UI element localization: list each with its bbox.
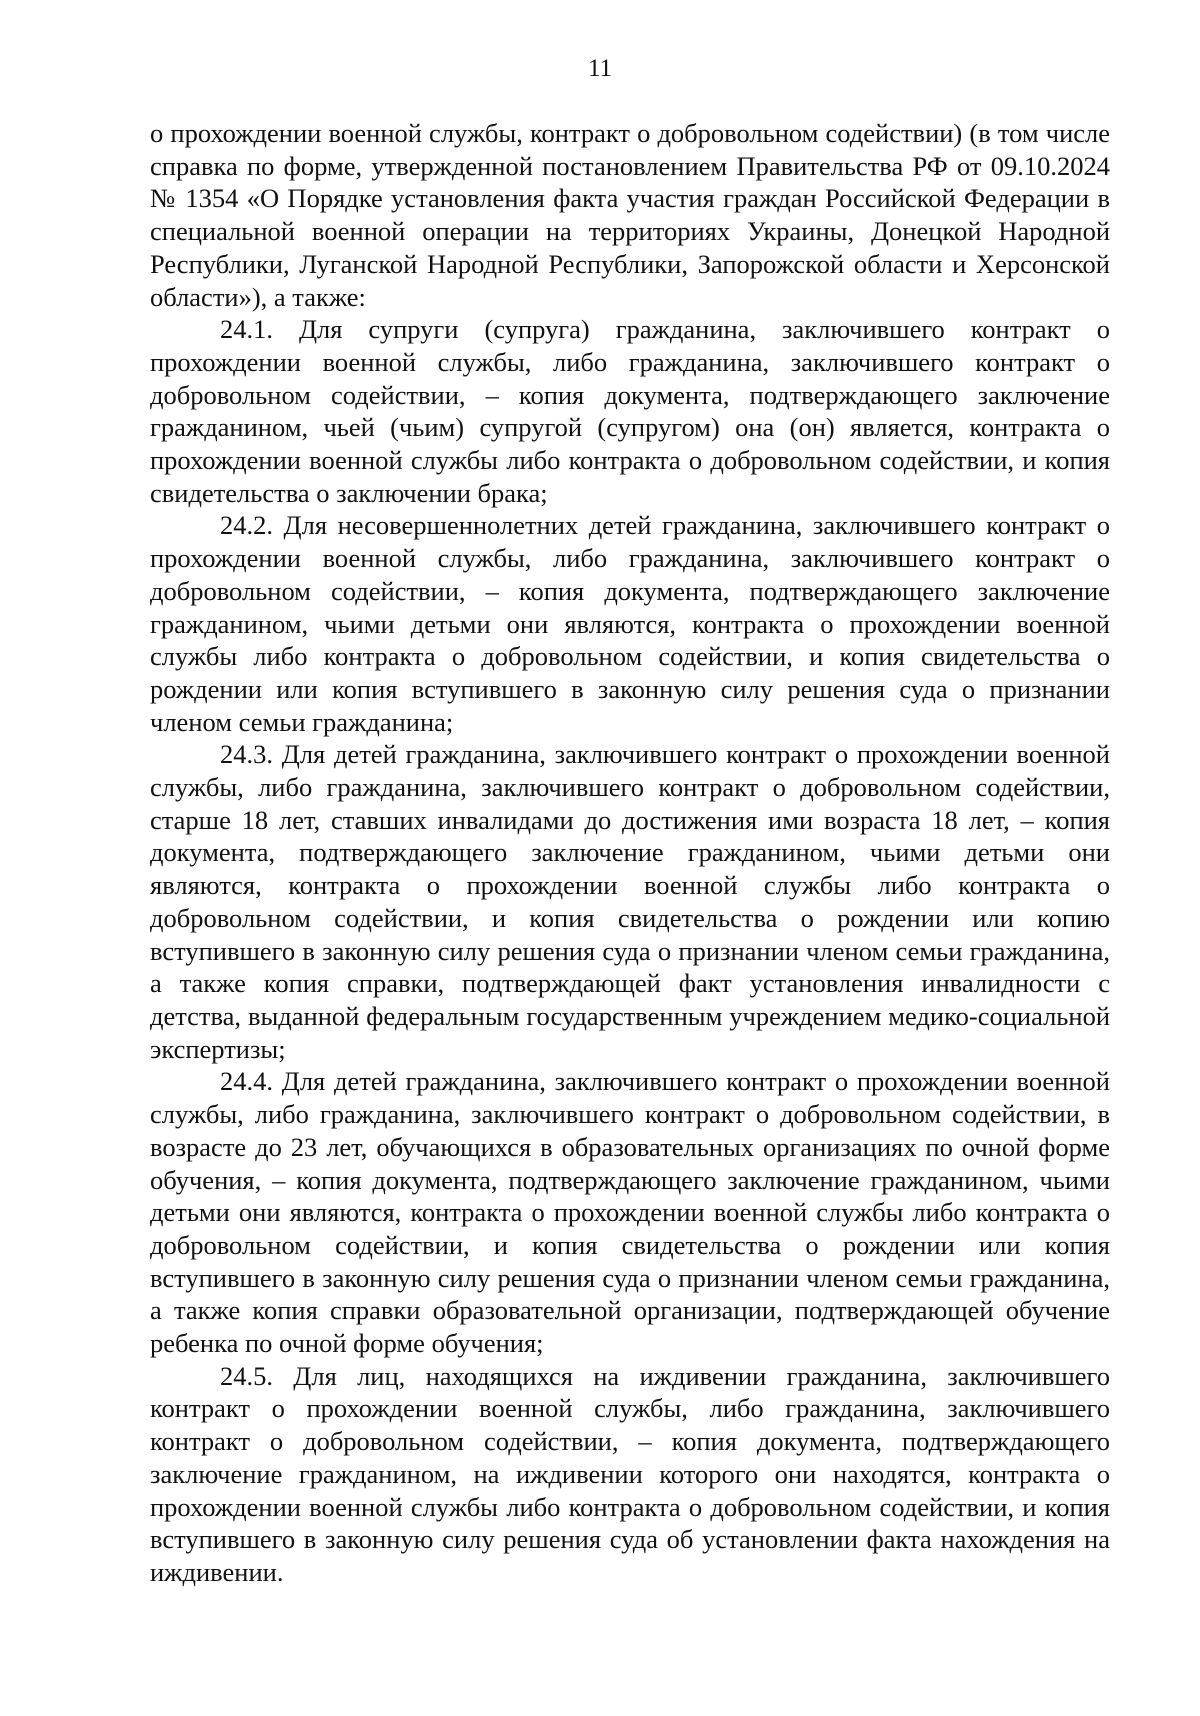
paragraph-intro: о прохождении военной службы, контракт о добровольном содействии) (в том числе справка по форме, утвержденной постановлением Правительства РФ от 09.10.2024 № 1354 «О Порядке установления факта участия граждан Российской Федерации в специальной военной операции на территориях Украины, Донецкой Народной Республики, Луганской Народной Республики, Запорожской области и Херсонской области»), а также:	[150, 118, 1110, 312]
paragraph-24-1: 24.1. Для супруги (супруга) гражданина, заключившего контракт о прохождении военной службы, либо гражданина, заключившего контракт о добровольном содействии, – копия документа, подтверждающего заключение гражданином, чьей (чьим) супругой (супругом) она (он) является, контракта о прохождении военной службы либо контракта о добровольном содействии, и копия свидетельства о заключении брака;	[150, 314, 1110, 508]
paragraph-24-4: 24.4. Для детей гражданина, заключившего контракт о прохождении военной службы, либо гражданина, заключившего контракт о добровольном содействии, в возрасте до 23 лет, обучающихся в образовательных организациях по очной форме обучения, – копия документа, подтверждающего заключение гражданином, чьими детьми они являются, контракта о прохождении военной службы либо контракта о добровольном содействии, и копия свидетельства о рождении или копия вступившего в законную силу решения суда о признании членом семьи гражданина, а также копия справки образовательной организации, подтверждающей обучение ребенка по очной форме обучения;	[150, 1066, 1110, 1359]
paragraph-24-2: 24.2. Для несовершеннолетних детей гражданина, заключившего контракт о прохождении военной службы, либо гражданина, заключившего контракт о добровольном содействии, – копия документа, подтверждающего заключение гражданином, чьими детьми они являются, контракта о прохождении военной службы либо контракта о добровольном содействии, и копия свидетельства о рождении или копия вступившего в законную силу решения суда о признании членом семьи гражданина;	[150, 510, 1110, 737]
paragraph-24-3: 24.3. Для детей гражданина, заключившего контракт о прохождении военной службы, либо гражданина, заключившего контракт о добровольном содействии, старше 18 лет, ставших инвалидами до достижения ими возраста 18 лет, – копия документа, подтверждающего заключение гражданином, чьими детьми они являются, контракта о прохождении военной службы либо контракта о добровольном содействии, и копия свидетельства о рождении или копию вступившего в законную силу решения суда о признании членом семьи гражданина, а также копия справки, подтверждающей факт установления инвалидности с детства, выданной федеральным государственным учреждением медико-социальной экспертизы;	[150, 739, 1110, 1064]
page-number: 11	[587, 55, 613, 82]
document-body	[150, 117, 1110, 1589]
paragraph-24-5: 24.5. Для лиц, находящихся на иждивении гражданина, заключившего контракт о прохождении военной службы, либо гражданина, заключившего контракт о добровольном содействии, – копия документа, подтверждающего заключение гражданином, на иждивении которого они находятся, контракта о прохождении военной службы либо контракта о добровольном содействии, и копия вступившего в законную силу решения суда об установлении факта нахождения на иждивении.	[150, 1360, 1110, 1587]
